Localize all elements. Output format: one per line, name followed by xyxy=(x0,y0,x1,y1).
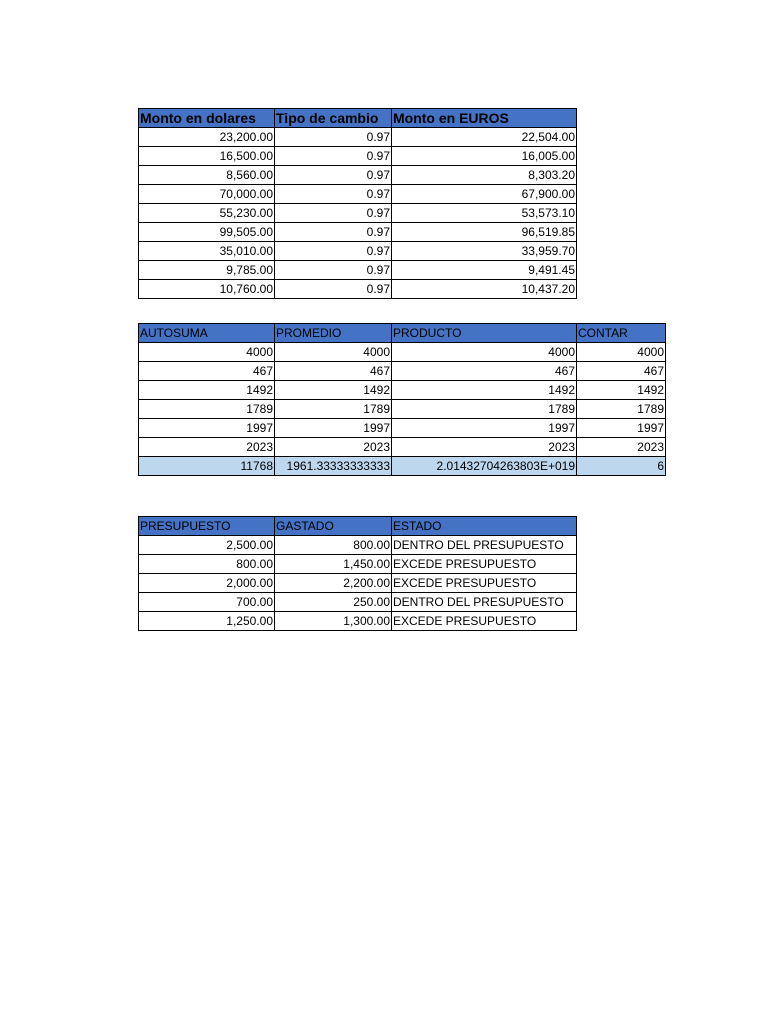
table-row xyxy=(139,147,577,166)
autosuma-result-cell[interactable]: 11768 xyxy=(139,457,275,476)
cell[interactable]: 99,505.00 xyxy=(139,223,275,242)
column-header[interactable]: PRODUCTO xyxy=(392,324,577,343)
cell[interactable]: 1997 xyxy=(577,419,666,438)
table-row xyxy=(139,280,577,299)
cell[interactable]: 2023 xyxy=(139,438,275,457)
cell[interactable]: 0.97 xyxy=(275,223,392,242)
cell[interactable]: 55,230.00 xyxy=(139,204,275,223)
column-header[interactable]: AUTOSUMA xyxy=(139,324,275,343)
cell[interactable]: 67,900.00 xyxy=(392,185,577,204)
cell[interactable]: 1,450.00 xyxy=(275,555,392,574)
cell[interactable]: 0.97 xyxy=(275,261,392,280)
cell[interactable]: 0.97 xyxy=(275,147,392,166)
cell[interactable]: 33,959.70 xyxy=(392,242,577,261)
table-row xyxy=(139,419,666,438)
cell[interactable]: 1492 xyxy=(275,381,392,400)
cell[interactable]: 800.00 xyxy=(139,555,275,574)
cell[interactable]: 1,300.00 xyxy=(275,612,392,631)
cell[interactable]: 16,005.00 xyxy=(392,147,577,166)
cell[interactable]: 2023 xyxy=(275,438,392,457)
column-header[interactable]: GASTADO xyxy=(275,517,392,536)
status-cell[interactable]: DENTRO DEL PRESUPUESTO xyxy=(392,593,577,612)
column-header[interactable]: PRESUPUESTO xyxy=(139,517,275,536)
table-row xyxy=(139,593,577,612)
cell[interactable]: 4000 xyxy=(139,343,275,362)
cell[interactable]: 1997 xyxy=(392,419,577,438)
contar-result-cell[interactable]: 6 xyxy=(577,457,666,476)
status-cell[interactable]: EXCEDE PRESUPUESTO xyxy=(392,555,577,574)
cell[interactable]: 8,560.00 xyxy=(139,166,275,185)
cell[interactable]: 4000 xyxy=(577,343,666,362)
cell[interactable]: 35,010.00 xyxy=(139,242,275,261)
table-row xyxy=(139,362,666,381)
table-row xyxy=(139,343,666,362)
table-row xyxy=(139,536,577,555)
column-header[interactable]: ESTADO xyxy=(392,517,577,536)
cell[interactable]: 1789 xyxy=(139,400,275,419)
promedio-result-cell[interactable]: 1961.33333333333 xyxy=(275,457,392,476)
cell[interactable]: 1789 xyxy=(392,400,577,419)
cell[interactable]: 467 xyxy=(392,362,577,381)
totals-row xyxy=(139,457,666,476)
cell[interactable]: 1,250.00 xyxy=(139,612,275,631)
cell[interactable]: 2,200.00 xyxy=(275,574,392,593)
cell[interactable]: 467 xyxy=(577,362,666,381)
cell[interactable]: 0.97 xyxy=(275,185,392,204)
cell[interactable]: 4000 xyxy=(392,343,577,362)
cell[interactable]: 9,491.45 xyxy=(392,261,577,280)
cell[interactable]: 1789 xyxy=(577,400,666,419)
cell[interactable]: 22,504.00 xyxy=(392,128,577,147)
table-row xyxy=(139,574,577,593)
cell[interactable]: 1492 xyxy=(392,381,577,400)
column-header[interactable]: Monto en EUROS xyxy=(392,109,577,128)
cell[interactable]: 2,000.00 xyxy=(139,574,275,593)
table-row xyxy=(139,261,577,280)
table-row xyxy=(139,223,577,242)
cell[interactable]: 800.00 xyxy=(275,536,392,555)
cell[interactable]: 8,303.20 xyxy=(392,166,577,185)
producto-result-cell[interactable]: 2.01432704263803E+019 xyxy=(392,457,577,476)
cell[interactable]: 4000 xyxy=(275,343,392,362)
cell[interactable]: 1997 xyxy=(275,419,392,438)
cell[interactable]: 1789 xyxy=(275,400,392,419)
status-cell[interactable]: DENTRO DEL PRESUPUESTO xyxy=(392,536,577,555)
functions-table xyxy=(138,323,666,476)
table-row xyxy=(139,128,577,147)
table-row xyxy=(139,381,666,400)
column-header[interactable]: CONTAR xyxy=(577,324,666,343)
table-row xyxy=(139,612,577,631)
header-row xyxy=(139,109,577,128)
column-header[interactable]: Monto en dolares xyxy=(139,109,275,128)
cell[interactable]: 9,785.00 xyxy=(139,261,275,280)
cell[interactable]: 0.97 xyxy=(275,242,392,261)
cell[interactable]: 2023 xyxy=(577,438,666,457)
table-row xyxy=(139,555,577,574)
column-header[interactable]: PROMEDIO xyxy=(275,324,392,343)
status-cell[interactable]: EXCEDE PRESUPUESTO xyxy=(392,574,577,593)
cell[interactable]: 0.97 xyxy=(275,204,392,223)
cell[interactable]: 96,519.85 xyxy=(392,223,577,242)
cell[interactable]: 700.00 xyxy=(139,593,275,612)
table-row xyxy=(139,204,577,223)
cell[interactable]: 2,500.00 xyxy=(139,536,275,555)
cell[interactable]: 0.97 xyxy=(275,166,392,185)
table-row xyxy=(139,166,577,185)
status-cell[interactable]: EXCEDE PRESUPUESTO xyxy=(392,612,577,631)
header-row xyxy=(139,517,577,536)
euro-conversion-table xyxy=(138,108,577,299)
header-row xyxy=(139,324,666,343)
cell[interactable]: 16,500.00 xyxy=(139,147,275,166)
column-header[interactable]: Tipo de cambio xyxy=(275,109,392,128)
cell[interactable]: 10,760.00 xyxy=(139,280,275,299)
budget-table xyxy=(138,516,577,631)
cell[interactable]: 70,000.00 xyxy=(139,185,275,204)
cell[interactable]: 1492 xyxy=(139,381,275,400)
cell[interactable]: 2023 xyxy=(392,438,577,457)
table-row xyxy=(139,242,577,261)
cell[interactable]: 467 xyxy=(139,362,275,381)
cell[interactable]: 23,200.00 xyxy=(139,128,275,147)
cell[interactable]: 1997 xyxy=(139,419,275,438)
cell[interactable]: 0.97 xyxy=(275,128,392,147)
cell[interactable]: 0.97 xyxy=(275,280,392,299)
table-row xyxy=(139,400,666,419)
cell[interactable]: 53,573.10 xyxy=(392,204,577,223)
cell[interactable]: 1492 xyxy=(577,381,666,400)
table-row xyxy=(139,185,577,204)
cell[interactable]: 250.00 xyxy=(275,593,392,612)
cell[interactable]: 467 xyxy=(275,362,392,381)
cell[interactable]: 10,437.20 xyxy=(392,280,577,299)
table-row xyxy=(139,438,666,457)
